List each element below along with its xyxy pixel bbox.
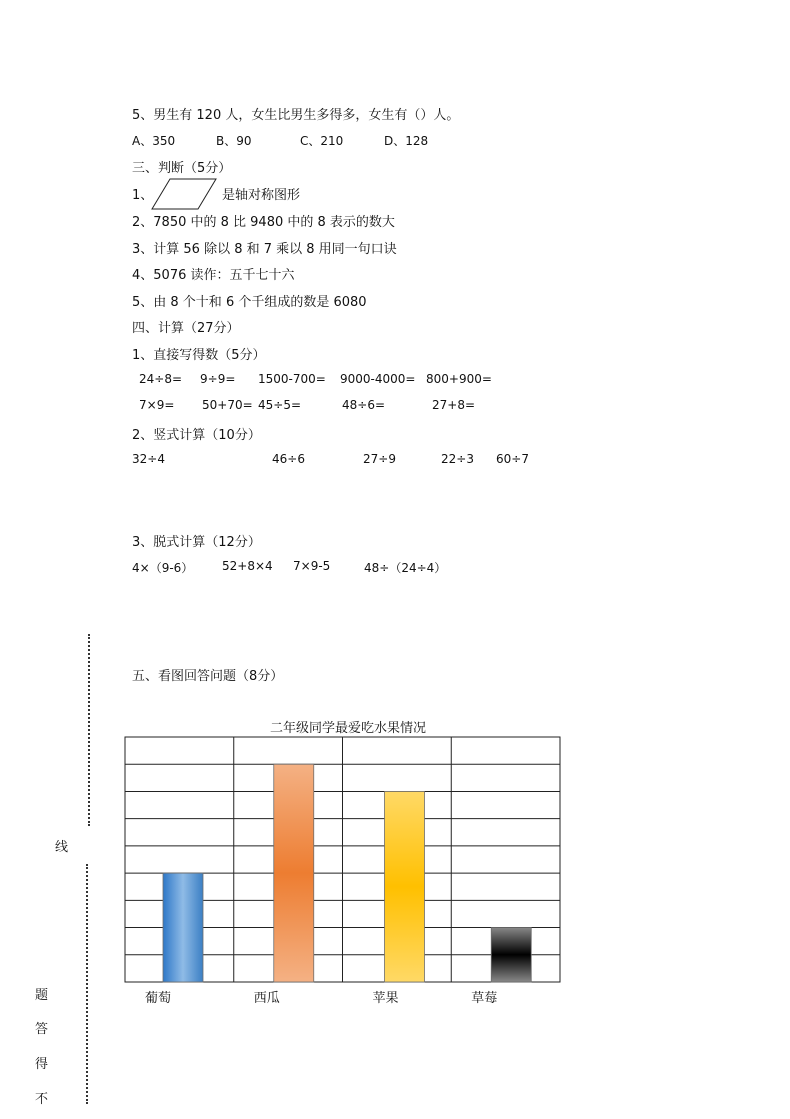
vertical-calc-item: 22÷3 <box>441 452 474 466</box>
stepwise-calc-item: 7×9-5 <box>293 559 331 573</box>
oral-calc-item: 9÷9= <box>200 372 236 386</box>
judge-item-1-text: 是轴对称图形 <box>222 188 301 203</box>
oral-calc-item: 24÷8= <box>139 372 183 386</box>
section-5-title: 五、看图回答问题（8分） <box>132 669 284 684</box>
option-d: D、128 <box>384 134 429 148</box>
vertical-calc-item: 60÷7 <box>496 452 529 466</box>
stepwise-calc-item: 4×（9-6） <box>132 561 194 575</box>
margin-char: 不 <box>35 1092 49 1107</box>
vertical-calc-item: 46÷6 <box>272 452 305 466</box>
oral-calc-item: 7×9= <box>139 398 175 412</box>
vertical-calc-item: 27÷9 <box>363 452 396 466</box>
oral-calc-item: 27+8= <box>432 398 476 412</box>
stepwise-calc-item: 48÷（24÷4） <box>364 561 447 575</box>
margin-char: 答 <box>35 1022 49 1037</box>
margin-char: 题 <box>35 988 49 1003</box>
option-b: B、90 <box>216 134 252 148</box>
margin-dotted-line-bottom <box>86 864 88 1104</box>
x-label-0: 葡萄 <box>145 991 172 1006</box>
chart-title: 二年级同学最爱吃水果情况 <box>269 721 427 736</box>
option-a: A、350 <box>132 134 176 148</box>
section-3-title: 三、判断（5分） <box>132 161 232 176</box>
margin-dotted-line-top <box>88 634 90 826</box>
margin-char: 得 <box>35 1057 49 1072</box>
judge-item-2: 2、7850 中的 8 比 9480 中的 8 表示的数大 <box>132 215 395 230</box>
calc-sub3-title: 3、脱式计算（12分） <box>132 535 261 550</box>
bar-0 <box>163 873 203 982</box>
stepwise-calc-item: 52+8×4 <box>222 559 273 573</box>
section-4-title: 四、计算（27分） <box>132 321 240 336</box>
chart-x-labels <box>145 990 497 1006</box>
x-label-3: 草莓 <box>471 991 498 1006</box>
oral-calc-item: 9000-4000= <box>340 372 416 386</box>
fruit-bar-chart <box>120 712 570 1012</box>
option-c: C、210 <box>300 134 344 148</box>
oral-calc-item: 800+900= <box>426 372 492 386</box>
x-label-2: 苹果 <box>372 991 399 1006</box>
oral-calc-item: 45÷5= <box>258 398 302 412</box>
bar-2 <box>385 791 425 982</box>
judge-item-3: 3、计算 56 除以 8 和 7 乘以 8 用同一句口诀 <box>132 242 397 257</box>
question-5: 5、男生有 120 人，女生比男生多得多，女生有（）人。 <box>132 108 460 123</box>
oral-calc-item: 48÷6= <box>342 398 386 412</box>
oral-calc-item: 1500-700= <box>258 372 326 386</box>
calc-sub1-title: 1、直接写得数（5分） <box>132 348 266 363</box>
calc-sub2-title: 2、竖式计算（10分） <box>132 428 261 443</box>
bar-1 <box>274 764 314 982</box>
x-label-1: 西瓜 <box>253 991 280 1006</box>
margin-char-line: 线 <box>55 840 69 855</box>
judge-item-1-num: 1、 <box>132 188 154 203</box>
vertical-calc-item: 32÷4 <box>132 452 165 466</box>
parallelogram-figure <box>150 178 218 210</box>
oral-calc-item: 50+70= <box>202 398 253 412</box>
judge-item-4: 4、5076 读作：五千七十六 <box>132 268 295 283</box>
bar-3 <box>491 928 531 982</box>
judge-item-5: 5、由 8 个十和 6 个千组成的数是 6080 <box>132 295 367 310</box>
